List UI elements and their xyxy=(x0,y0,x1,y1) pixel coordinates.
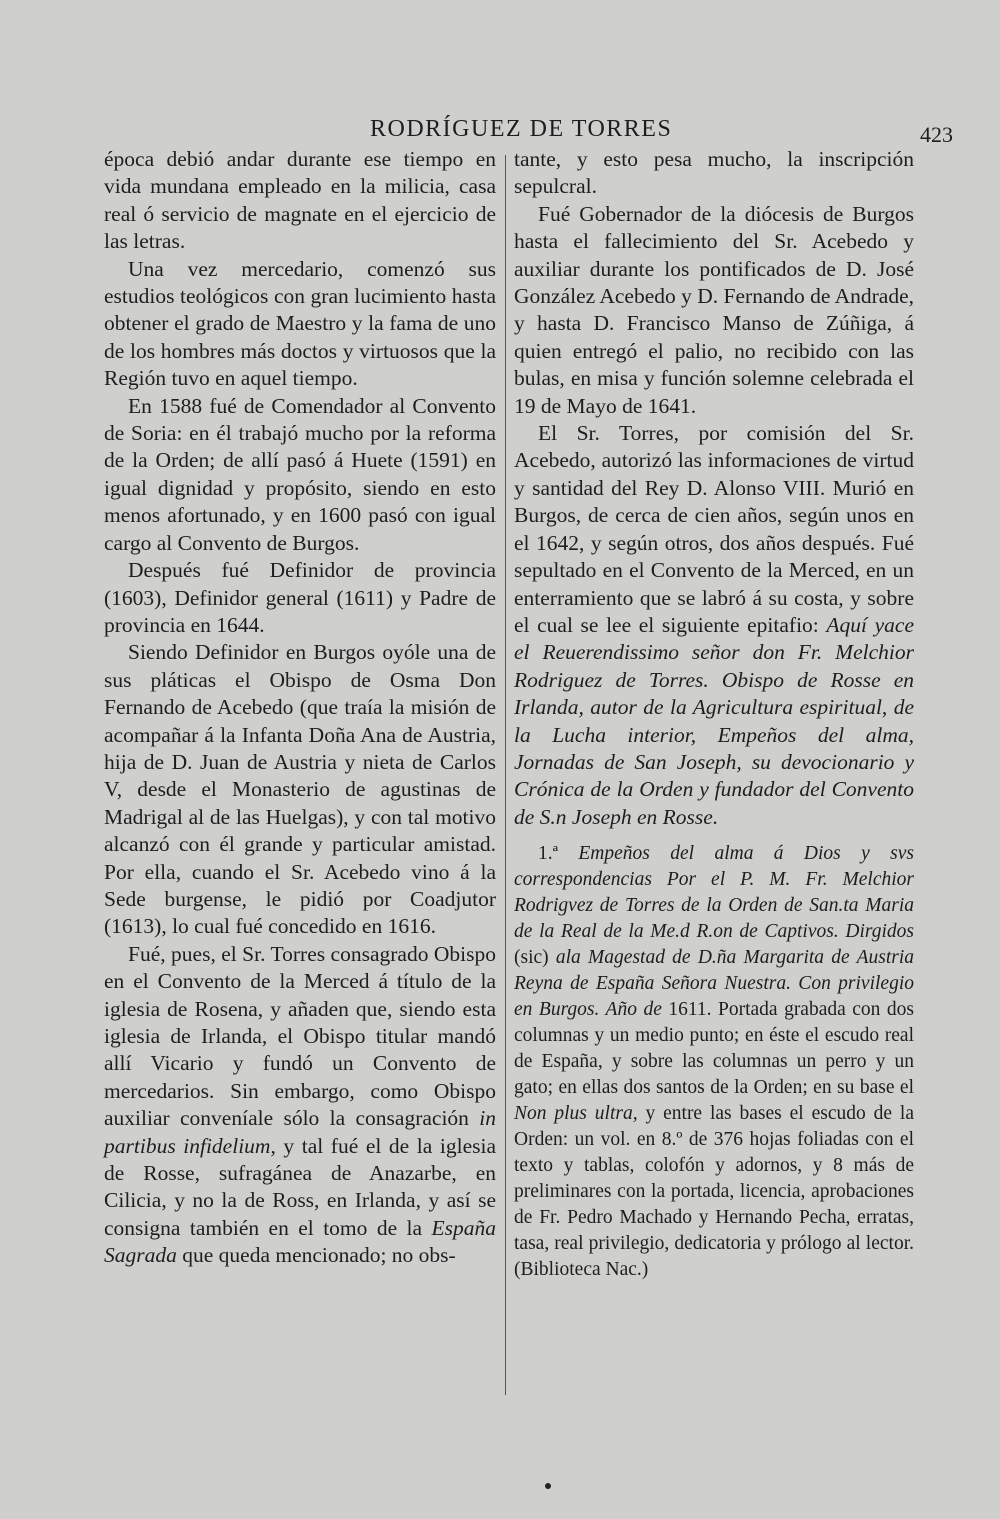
motto: Non plus ultra, xyxy=(514,1103,638,1125)
italic-title: España Sagrada xyxy=(104,1215,496,1268)
page-number: 423 xyxy=(920,122,953,147)
page-header xyxy=(0,110,1000,150)
text-run: y entre las bases el escudo de la Orden: un vol. en 8.º de 376 hojas foliadas con el texto y tablas, colofón y adornos, y 8 más de preliminares con la portada, licencia, aprobaciones de Fr. Pedro Machado y Hernando Pecha, erratas, tasa, real privilegio, dedicatoria y prólogo al lector. (Biblioteca Nac.) xyxy=(514,1103,915,1281)
paragraph: Siendo Definidor en Burgos oyóle una de sus pláticas el Obispo de Osma Don Fernando de Acebedo (que traía la misión de acompañar á la Infanta Doña Ana de Austria, hija de D. Juan de Austria y nieta de Carlos V, desde el Monasterio de agustinas de Madrigal al de las Huelgas), y con tal motivo alcanzó con él grande y particular amistad. Por ella, cuando el Sr. Acebedo vino á la Sede burgense, le pidió por Coadjutor (1613), lo cual fué concedido en 1616. xyxy=(104,640,496,939)
footnote xyxy=(514,841,914,1283)
ink-dot xyxy=(545,1483,551,1489)
column-divider xyxy=(505,155,506,1395)
running-title: RODRÍGUEZ DE TORRES xyxy=(370,116,673,142)
paragraph: Fué Gobernador de la diócesis de Burgos hasta el fallecimiento del Sr. Acebedo y auxiliar durante los pontificados de D. José González Acebedo y D. Fernando de Andrade, y hasta D. Francisco Manso de Zúñiga, á quien entregó el palio, no recibido con las bulas, en misa y función solemne celebrada el 19 de Mayo de 1641. xyxy=(514,201,914,418)
paragraph xyxy=(514,420,914,831)
text-run: que queda mencionado; no obs- xyxy=(176,1243,456,1268)
text-run: Fué, pues, el Sr. Torres consagrado Obispo en el Convento de la Merced á título de la iglesia de Rosena, y añaden que, siendo esta iglesia de Irlanda, el Obispo titular mandó allí Vicario y fundó un Convento de mercedarios. Sin embargo, como Obispo auxiliar conveníale sólo la consagración xyxy=(104,941,496,1131)
text-run: (sic) xyxy=(514,947,556,969)
italic-phrase: in partibus infidelium, xyxy=(104,1106,496,1158)
right-column xyxy=(514,146,914,1283)
left-column xyxy=(104,146,496,1270)
paragraph: Después fué Definidor de provincia (1603), Definidor general (1611) y Padre de provincia en 1644. xyxy=(104,558,496,637)
footnote-book-title: Empeños del alma á Dios y svs correspondencias Por el P. M. Fr. Melchior Rodrigvez de Torres de la Orden de San.ta Maria de la Real de la Me.d R.on de Captivos. Dirgidos xyxy=(514,843,914,943)
footnote-mark: 1.ª xyxy=(538,843,559,865)
epitaph: Aquí yace el Reuerendissimo señor don Fr. Melchior Rodriguez de Torres. Obispo de Rosse en Irlanda, autor de la Agricultura espiritual, de la Lucha interior, Empeños del alma, Jornadas de San Joseph, su devocionario y Crónica de la Orden y fundador del Convento de S.n Joseph en Rosse. xyxy=(514,612,914,829)
paragraph xyxy=(104,941,496,1270)
paragraph: Una vez mercedario, comenzó sus estudios teológicos con gran lucimiento hasta obtener el grado de Maestro y la fama de uno de los hombres más doctos y virtuosos que la Región tuvo en aquel tiempo. xyxy=(104,256,496,391)
text-run: El Sr. Torres, por comisión del Sr. Acebedo, autorizó las informaciones de virtud y santidad del Rey D. Alonso VIII. Murió en Burgos, de cerca de cien años, según unos en el 1642, y según otros, dos años después. Fué sepultado en el Convento de la Merced, en un enterramiento que se labró á su costa, y sobre el cual se lee el siguiente epitafio: xyxy=(514,421,914,637)
paragraph: tante, y esto pesa mucho, la inscripción sepulcral. xyxy=(514,147,914,199)
text-run: y tal fué el de la iglesia de Rosse, sufragánea de Anazarbe, en Cilicia, y no la de Ross, en Irlanda, y así se consigna también en el tomo de la xyxy=(104,1133,497,1240)
text-run: 1611. Portada grabada con dos columnas y un medio punto; en éste el escudo real de España, y sobre las columnas un perro y un gato; en ellas dos santos de la Orden; en su base el xyxy=(514,999,915,1099)
paragraph: En 1588 fué de Comendador al Convento de Soria: en él trabajó mucho por la reforma de la Orden; de allí pasó á Huete (1591) en igual dignidad y propósito, siendo en esto menos afortunado, y en 1600 pasó con igual cargo al Convento de Burgos. xyxy=(104,393,496,555)
footnote-book-title-cont: ala Magestad de D.ña Margarita de Austria Reyna de España Señora Nuestra. Con privilegio en Burgos. Año de xyxy=(514,947,914,1021)
paragraph: época debió andar durante ese tiempo en vida mundana empleado en la milicia, casa real ó servicio de magnate en el ejercicio de las letras. xyxy=(104,147,496,254)
